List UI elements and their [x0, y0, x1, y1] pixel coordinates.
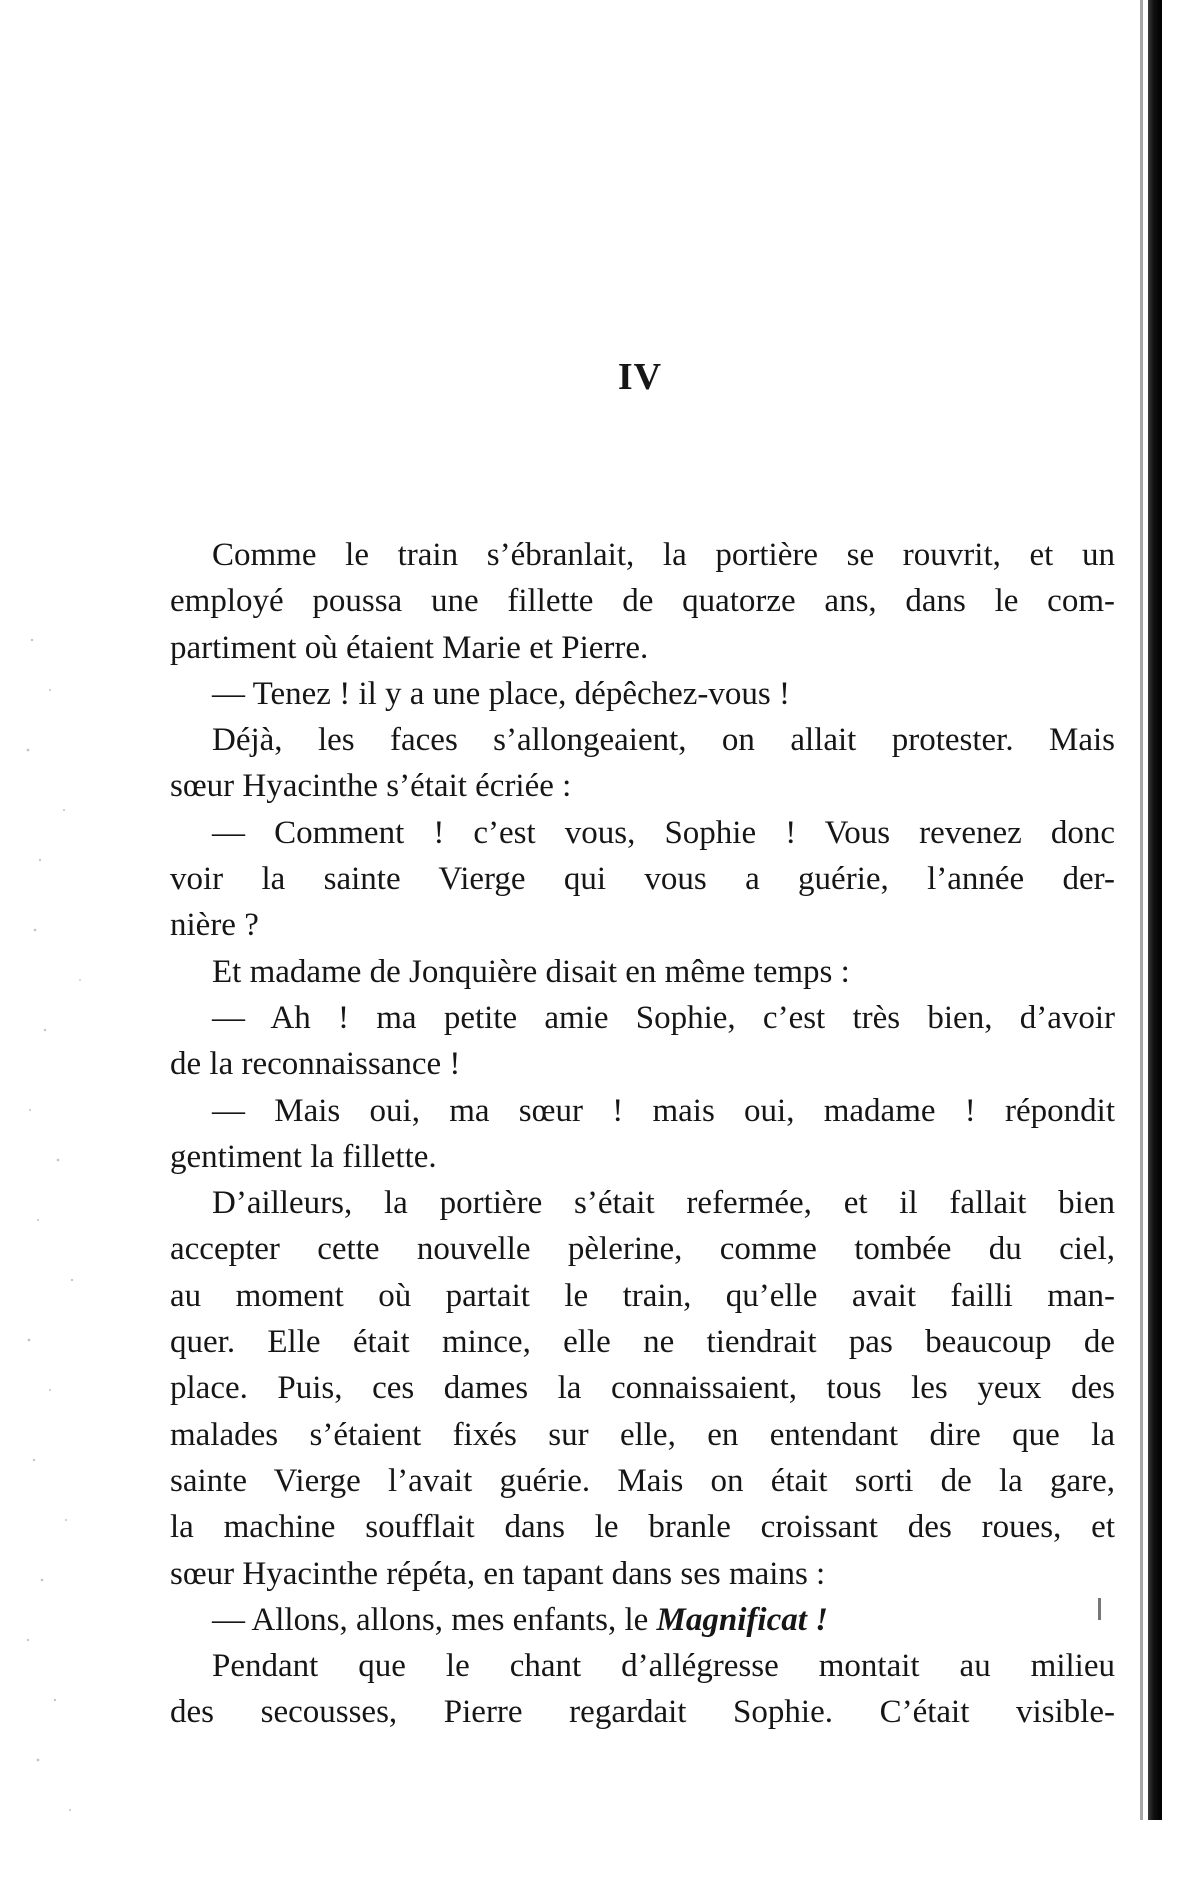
line-text: quer. Elle était mince, elle ne tiendrait pas beaucoup de [170, 1324, 1115, 1361]
text-line [170, 532, 1115, 578]
line-text: — Comment ! c’est vous, Sophie ! Vous revenez donc [212, 814, 1115, 851]
line-text: de la reconnaissance ! [170, 1046, 461, 1083]
text-line [170, 625, 1115, 671]
line-text: accepter cette nouvelle pèlerine, comme tombée du ciel, [170, 1231, 1115, 1268]
text-line [170, 949, 1115, 995]
line-text: — Tenez ! il y a une place, dépêchez-vous ! [212, 675, 790, 712]
line-text: des secousses, Pierre regardait Sophie. C’était visible- [170, 1694, 1115, 1731]
text-line [170, 1134, 1115, 1180]
text-line [170, 1180, 1115, 1226]
line-text: au moment où partait le train, qu’elle avait failli man- [170, 1277, 1115, 1314]
line-text: sainte Vierge l’avait guérie. Mais on était sorti de la gare, [170, 1462, 1115, 1499]
text-line [170, 1643, 1115, 1689]
text-line [170, 856, 1115, 902]
text-line [170, 1412, 1115, 1458]
line-text: gentiment la fillette. [170, 1138, 437, 1175]
text-line [170, 1226, 1115, 1272]
text-line [170, 671, 1115, 717]
text-line [170, 810, 1115, 856]
text-line [170, 902, 1115, 948]
text-line [170, 1088, 1115, 1134]
text-line [170, 1041, 1115, 1087]
text-line [170, 1319, 1115, 1365]
text-line [170, 995, 1115, 1041]
text-line [170, 763, 1115, 809]
binding-shadow [1140, 0, 1143, 1820]
line-text: D’ailleurs, la portière s’était refermée, et il fallait bien [212, 1185, 1115, 1222]
text-line [170, 578, 1115, 624]
line-text: malades s’étaient fixés sur elle, en entendant dire que la [170, 1416, 1115, 1453]
italic-text: Magnificat ! [656, 1601, 828, 1638]
line-text: sœur Hyacinthe répéta, en tapant dans ses mains : [170, 1555, 826, 1592]
line-text: place. Puis, ces dames la connaissaient, tous les yeux des [170, 1370, 1115, 1407]
text-line [170, 1504, 1115, 1550]
text-line [170, 1365, 1115, 1411]
text-line [170, 717, 1115, 763]
line-text: nière ? [170, 907, 259, 944]
line-text: Comme le train s’ébranlait, la portière se rouvrit, et un [212, 537, 1115, 573]
line-text: employé poussa une fillette de quatorze ans, dans le com- [170, 583, 1115, 620]
text-line [170, 1689, 1115, 1735]
stray-mark [1098, 1598, 1101, 1620]
chapter-number: IV [617, 356, 663, 398]
line-text: partiment où étaient Marie et Pierre. [170, 629, 649, 666]
line-text: sœur Hyacinthe s’était écriée : [170, 768, 572, 805]
text-line [170, 1551, 1115, 1597]
scan-speckle-noise [20, 600, 130, 1850]
text-line [170, 1458, 1115, 1504]
body-text [170, 532, 1115, 1736]
line-text: — Mais oui, ma sœur ! mais oui, madame ! répondit [212, 1092, 1115, 1129]
line-text: Et madame de Jonquière disait en même temps : [212, 953, 850, 990]
text-line [170, 1597, 1115, 1643]
line-text: — Allons, allons, mes enfants, le [212, 1601, 657, 1638]
line-text: Pendant que le chant d’allégresse montait au milieu [212, 1648, 1115, 1685]
binding-edge [1148, 0, 1162, 1820]
line-text: la machine soufflait dans le branle croissant des roues, et [170, 1509, 1115, 1546]
line-text: Déjà, les faces s’allongeaient, on allait protester. Mais [212, 722, 1115, 759]
line-text: voir la sainte Vierge qui vous a guérie, l’année der- [170, 861, 1115, 898]
line-text: — Ah ! ma petite amie Sophie, c’est très bien, d’avoir [212, 999, 1115, 1036]
text-line [170, 1273, 1115, 1319]
